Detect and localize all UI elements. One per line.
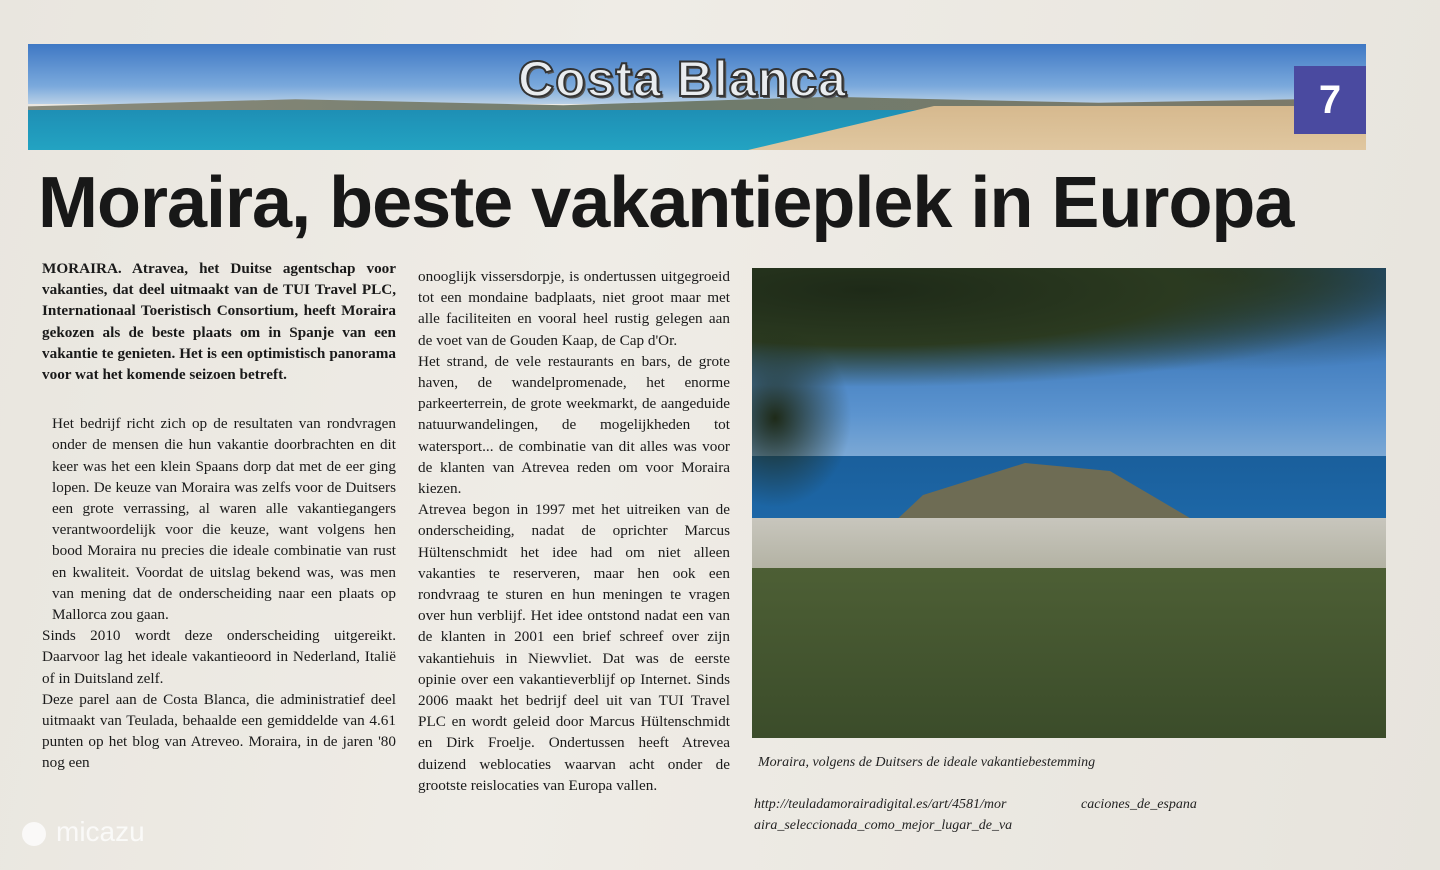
- watermark-logo-icon: [22, 822, 46, 846]
- paragraph: onooglijk vissersdorpje, is ondertussen uitgegroeid tot een mondaine badplaats, niet groot maar met alle faciliteiten en vooral heel rustig gelegen aan de voet van de Gouden Kaap, de Cap d'Or.: [418, 268, 730, 349]
- source-url-line: aira_seleccionada_como_mejor_lugar_de_va: [754, 818, 1013, 833]
- section-banner: [28, 44, 1366, 150]
- source-url-line: http://teuladamorairadigital.es/art/4581/mor: [754, 797, 1007, 812]
- paragraph: Sinds 2010 wordt deze onderscheiding uitgereikt. Daarvoor lag het ideale vakantieoord in Nederland, Italië of in Duitsland zelf.: [42, 627, 396, 687]
- paragraph: Deze parel aan de Costa Blanca, die administratief deel uitmaakt van Teulada, behaalde een gemiddelde van 4.61 punten op het blog van Atreveo. Moraira, in de jaren '80 nog een: [42, 690, 396, 772]
- photo-caption: Moraira, volgens de Duitsers de ideale vakantiebestemming: [758, 755, 1096, 770]
- source-url-line: caciones_de_espana: [1081, 797, 1197, 812]
- photo-tree-left: [752, 328, 852, 508]
- paragraph: Atrevea begon in 1997 met het uitreiken van de onderscheiding, nadat de oprichter Marcus Hültenschmidt het idee had om niet alleen vakanties te reserveren, maar hen ook een rondvraag te sturen en hun meningen te vragen over hun verblijf. Het idee ontstond nadat een van de klanten in 2001 een brief schreef over zijn vakantiehuis in Niewvliet. Dat was de eerste opinie over een vakantieverblijf op Internet. Sinds 2006 maakt het bedrijf deel uit van TUI Travel PLC en wordt geleid door Marcus Hültenschmidt en Dirk Froelje. Ondertussen heeft Atrevea duizend weblocaties waarvan acht onder de grootste reislocaties van Europa vallen.: [418, 501, 730, 794]
- paragraph: Het strand, de vele restaurants en bars, de grote haven, de wandelpromenade, het enorme parkeerterrein, de grote weekmarkt, de aangeduide natuurwandelingen, de mogelijkheden tot watersport... de combinatie van dit alles was voor de klanten van Atrevea reden om voor Moraira kiezen.: [418, 352, 730, 498]
- photo-forest: [752, 568, 1386, 738]
- article-lede: MORAIRA. Atravea, het Duitse agentschap voor vakanties, dat deel uitmaakt van de TUI Travel PLC, Internationaal Toeristisch Consortium, heeft Moraira gekozen als de beste plaats om in Spanje van een vakantie te genieten. Het is een optimistisch panorama voor wat het komende seizoen betreft.: [42, 260, 396, 384]
- article-headline: Moraira, beste vakantieplek in Europa: [38, 163, 1294, 243]
- watermark: [22, 816, 145, 848]
- watermark-text: micazu: [56, 816, 145, 847]
- article-column-1: [42, 258, 396, 774]
- paragraph: Het bedrijf richt zich op de resultaten van rondvragen onder de mensen die hun vakantie doorbrachten en dit keer was het een klein Spaans dorp dat met de eer ging lopen. De keuze van Moraira was zelfs voor de Duitsers een grote verrassing, al waren alle vakantiegangers verantwoordelijk voor die keuze, want volgens hen bood Moraira nu precies die ideale combinatie van rust en kwaliteit. Voordat de uitslag bekend was, was men van mening dat de onderscheiding naar een plaats op Mallorca zou gaan.: [52, 415, 396, 624]
- page-number: 7: [1294, 66, 1366, 134]
- article-photo: [752, 268, 1386, 738]
- article-column-2: [418, 266, 730, 796]
- section-title: Costa Blanca: [518, 51, 847, 107]
